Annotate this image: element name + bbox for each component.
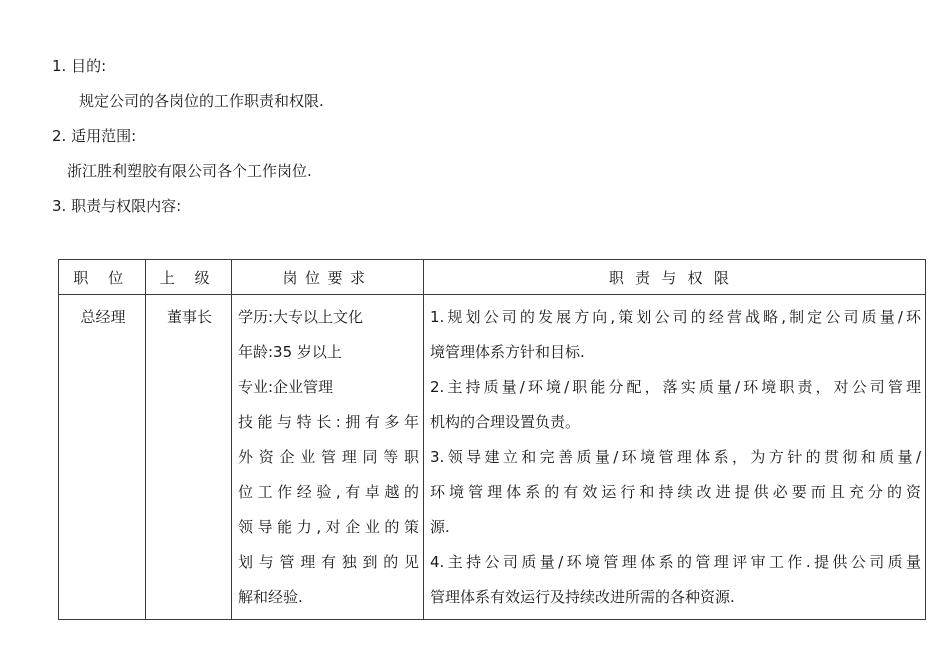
duty-table: [58, 259, 926, 620]
position-cell: [59, 295, 146, 620]
section-1-text: 规定公司的各岗位的工作职责和权限.: [79, 92, 324, 110]
duty-line: 机构的合理设置负责。: [430, 413, 581, 431]
table-header-row: [59, 260, 926, 295]
duty-line: 4.主持公司质量/环境管理体系的管理评审工作.提供公司质量: [430, 553, 921, 571]
position-value: 总经理: [80, 308, 126, 326]
requirement-line: 解和经验.: [238, 588, 303, 606]
duty-line: 环境管理体系的有效运行和持续改进提供必要而且充分的资: [430, 483, 921, 501]
duty-line: 管理体系有效运行及持续改进所需的各种资源.: [430, 588, 735, 606]
header-superior: 上 级: [146, 260, 232, 295]
duties-cell: [424, 295, 926, 620]
header-duties: 职责与权限: [424, 260, 926, 295]
duty-line: 境管理体系方针和目标.: [430, 343, 585, 361]
superior-cell: [146, 295, 232, 620]
section-2-text: 浙江胜利塑胶有限公司各个工作岗位.: [67, 162, 312, 180]
duty-line: 2.主持质量/环境/职能分配，落实质量/环境职责，对公司管理: [430, 378, 921, 396]
requirement-line: 年龄:35 岁以上: [238, 343, 342, 361]
requirement-line: 位工作经验,有卓越的: [238, 483, 419, 501]
requirement-line: 划与管理有独到的见: [238, 553, 419, 571]
requirement-line: 专业:企业管理: [238, 378, 334, 396]
requirement-line: 学历:大专以上文化: [238, 308, 364, 326]
requirement-line: 技能与特长:拥有多年: [238, 413, 419, 431]
duty-line: 1.规划公司的发展方向,策划公司的经营战略,制定公司质量/环: [430, 308, 921, 326]
section-1-heading: 1. 目的:: [52, 57, 107, 75]
superior-value: 董事长: [166, 308, 212, 326]
requirements-cell: [232, 295, 424, 620]
duty-line: 源.: [430, 518, 450, 536]
header-requirements: 岗位要求: [232, 260, 424, 295]
section-2-heading: 2. 适用范围:: [52, 127, 137, 145]
section-3-heading: 3. 职责与权限内容:: [52, 197, 182, 215]
header-position: 职 位: [59, 260, 146, 295]
requirement-line: 外资企业管理同等职: [238, 448, 419, 466]
table-row: [59, 295, 926, 620]
duty-line: 3.领导建立和完善质量/环境管理体系，为方针的贯彻和质量/: [430, 448, 921, 466]
requirement-line: 领导能力,对企业的策: [238, 518, 419, 536]
